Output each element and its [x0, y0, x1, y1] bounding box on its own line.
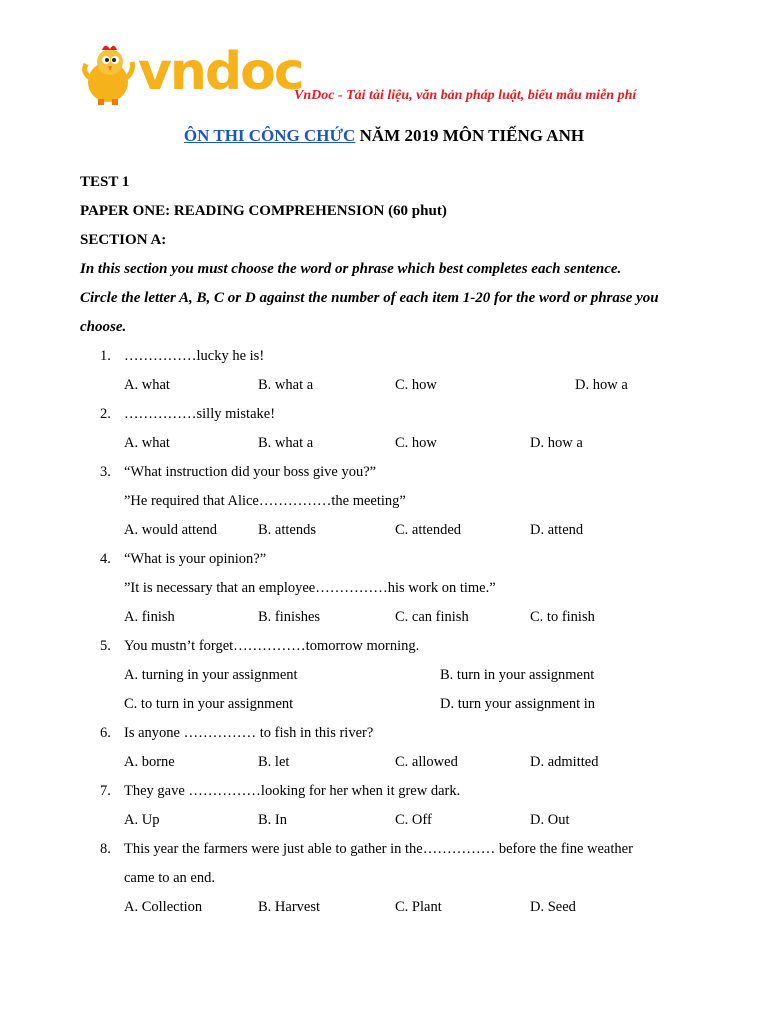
question-number: 6.: [100, 725, 111, 741]
answer-option[interactable]: C. Plant: [395, 899, 442, 915]
question-text: “What instruction did your boss give you?”: [124, 464, 377, 480]
question-text: This year the farmers were just able to gather in the…………… before the fine weather: [124, 841, 633, 857]
question-text: ……………lucky he is!: [124, 348, 265, 364]
question-number: 7.: [100, 783, 111, 799]
question-text: “What is your opinion?”: [124, 551, 267, 567]
question-text: They gave ……………looking for her when it grew dark.: [124, 783, 461, 799]
answer-option[interactable]: A. borne: [124, 754, 175, 770]
answer-option[interactable]: C. attended: [395, 522, 462, 538]
answer-option[interactable]: D. Out: [530, 812, 570, 828]
answer-option[interactable]: D. turn your assignment in: [440, 696, 596, 712]
answer-option[interactable]: C. to finish: [530, 609, 595, 625]
answer-option[interactable]: C. to turn in your assignment: [124, 696, 294, 712]
answer-option[interactable]: A. what: [124, 435, 170, 451]
answer-option[interactable]: C. how: [395, 377, 437, 393]
answer-option[interactable]: C. how: [395, 435, 437, 451]
instruction-line-3: choose.: [80, 319, 127, 335]
answer-option[interactable]: A. would attend: [124, 522, 218, 538]
answer-option[interactable]: D. how a: [575, 377, 628, 393]
logo-wordmark: vndoc: [138, 42, 303, 102]
question-number: 3.: [100, 464, 111, 480]
answer-option[interactable]: D. how a: [530, 435, 583, 451]
question-text: came to an end.: [124, 870, 215, 886]
answer-option[interactable]: C. can finish: [395, 609, 469, 625]
answer-option[interactable]: A. Collection: [124, 899, 203, 915]
answer-option[interactable]: B. let: [258, 754, 290, 770]
instruction-line-1: In this section you must choose the word or phrase which best completes each sentence.: [80, 261, 622, 277]
page-title: [0, 126, 768, 146]
question-number: 1.: [100, 348, 111, 364]
answer-option[interactable]: C. Off: [395, 812, 432, 828]
question-number: 4.: [100, 551, 111, 567]
question-text: You mustn’t forget……………tomorrow morning.: [124, 638, 420, 654]
answer-option[interactable]: D. attend: [530, 522, 584, 538]
question-text: ”It is necessary that an employee……………his work on time.”: [124, 580, 496, 596]
question-number: 8.: [100, 841, 111, 857]
answer-option[interactable]: A. finish: [124, 609, 175, 625]
answer-option[interactable]: A. turning in your assignment: [124, 667, 298, 683]
answer-option[interactable]: A. Up: [124, 812, 160, 828]
answer-option[interactable]: B. what a: [258, 377, 314, 393]
question-number: 2.: [100, 406, 111, 422]
title-link[interactable]: ÔN THI CÔNG CHỨC: [183, 126, 356, 145]
answer-option[interactable]: D. admitted: [530, 754, 599, 770]
answer-option[interactable]: C. allowed: [395, 754, 458, 770]
answer-option[interactable]: D. Seed: [530, 899, 576, 915]
answer-option[interactable]: B. In: [258, 812, 287, 828]
question-number: 5.: [100, 638, 111, 654]
answer-option[interactable]: A. what: [124, 377, 170, 393]
paper-heading: PAPER ONE: READING COMPREHENSION (60 phut): [80, 203, 447, 219]
title-text: NĂM 2019 MÔN TIẾNG ANH: [355, 126, 585, 145]
vndoc-logo[interactable]: [80, 44, 303, 106]
answer-option[interactable]: B. Harvest: [258, 899, 321, 915]
header: [80, 44, 700, 114]
question-text: ”He required that Alice……………the meeting”: [124, 493, 406, 509]
chicken-mascot-icon: [80, 44, 136, 106]
site-tagline: VnDoc - Tải tài liệu, văn bản pháp luật, biểu mẫu miễn phí: [294, 88, 637, 103]
question-text: ……………silly mistake!: [124, 406, 276, 422]
answer-option[interactable]: B. what a: [258, 435, 314, 451]
section-heading: SECTION A:: [80, 232, 167, 248]
question-text: Is anyone …………… to fish in this river?: [124, 725, 374, 741]
answer-option[interactable]: B. attends: [258, 522, 316, 538]
answer-option[interactable]: B. finishes: [258, 609, 321, 625]
answer-option[interactable]: B. turn in your assignment: [440, 667, 595, 683]
instruction-line-2: Circle the letter A, B, C or D against the number of each item 1-20 for the word or phrase you: [80, 290, 659, 306]
test-heading: TEST 1: [80, 174, 130, 190]
